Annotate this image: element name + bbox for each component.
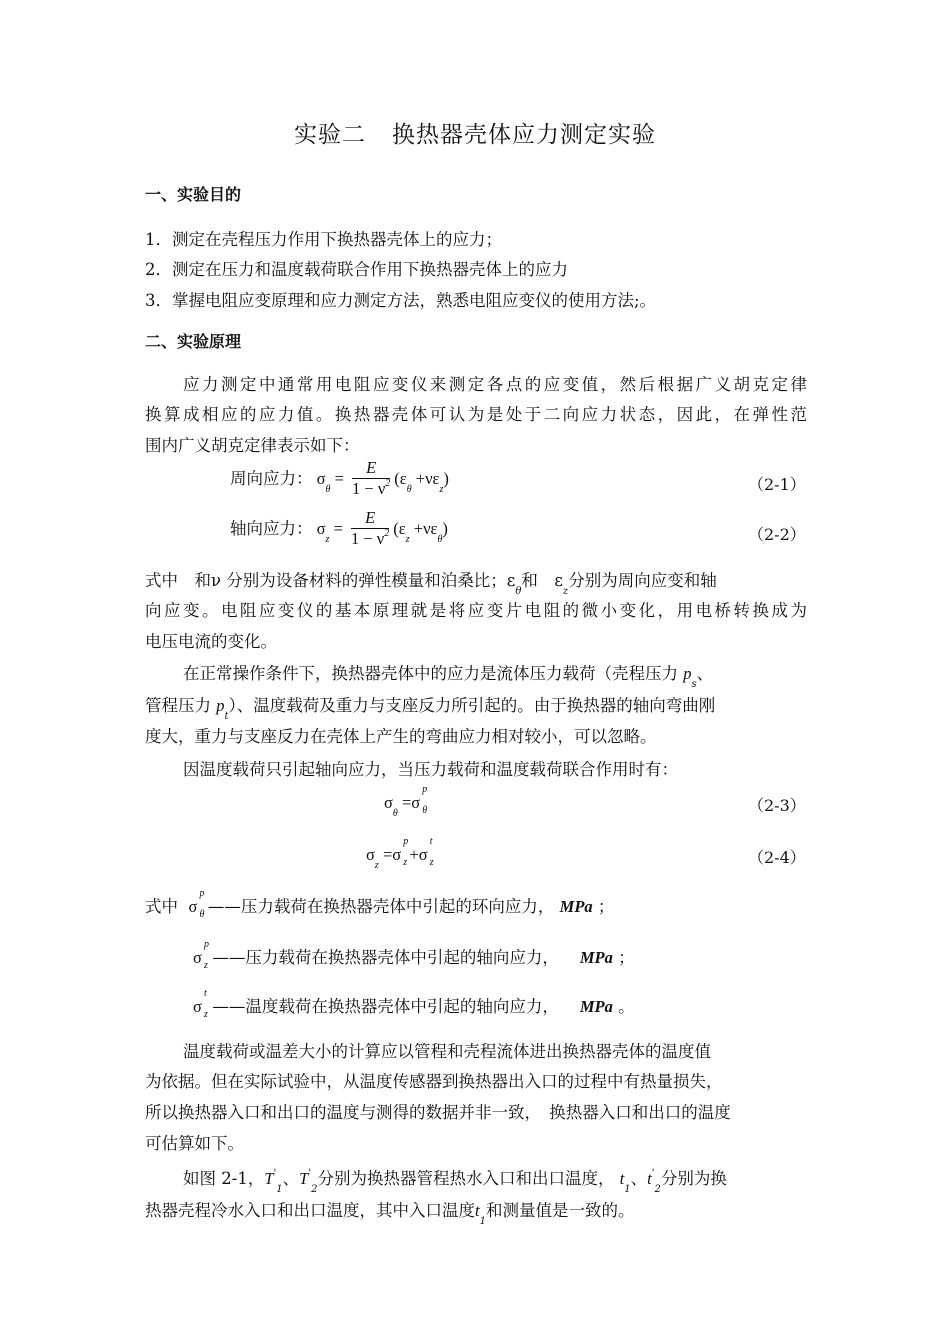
paragraph-line: 可估算如下。 — [145, 1134, 244, 1153]
paragraph-line: 在正常操作条件下，换热器壳体中的应力是流体压力载荷（壳程压力 $p_s$、 — [183, 664, 714, 690]
paragraph-line: 所以换热器入口和出口的温度与测得的数据并非一致， 换热器入口和出口的温度 — [145, 1103, 731, 1122]
paragraph-line: 管程压力 $p_t$）、温度载荷及重力与支座反力所引起的。由于换热器的轴向弯曲刚 — [145, 696, 716, 722]
paragraph-line: 为依据。但在实际试验中，从温度传感器到换热器出入口的过程中有热量损失， — [145, 1072, 723, 1091]
equation-number: （2-4） — [748, 848, 806, 867]
equation-number: （2-1） — [748, 475, 806, 494]
paragraph-line: 如图 2-1，$T'_1$、$T'_2$分别为换热器管程热水入口和出口温度， $t_1$、$t'_2$分别为换 — [183, 1168, 727, 1195]
equation-2-4: $\sigma_z =\sigma$ p z +σ t z — [366, 836, 434, 871]
equation-2-1: 周向应力： $\sigma_\theta$ = $\frac{E}{1 - \nu^2}$ $(\varepsilon_\theta +\nu\varepsilon_z)$ — [230, 458, 449, 498]
paragraph-line: 度大，重力与支座反力在壳体上产生的弯曲应力相对较小，可以忽略。 — [145, 727, 657, 746]
paragraph-line: 向应变。电阻应变仪的基本原理就是将应变片电阻的微小变化，用电桥转换成为 — [145, 601, 807, 620]
paragraph-line: 应力测定中通常用电阻应变仪来测定各点的应变值，然后根据广义胡克定律 — [183, 375, 807, 394]
definition-line: σ t z ——温度载荷在换热器壳体中引起的轴向应力， MPa 。 — [193, 988, 635, 1020]
paragraph-line: 热器壳程冷水入口和出口温度，其中入口温度$t_1$和测量值是一致的。 — [145, 1201, 635, 1227]
purpose-item-1: 1．测定在壳程压力作用下换热器壳体上的应力； — [145, 230, 502, 249]
paragraph-line: 因温度载荷只引起轴向应力，当压力载荷和温度载荷联合作用时有： — [183, 760, 678, 779]
definition-line: 式中 σ p θ ——压力载荷在换热器壳体中引起的环向应力， MPa ； — [145, 888, 615, 920]
page-title: 实验二 换热器壳体应力测定实验 — [294, 122, 656, 148]
definition-line: σ p z ——压力载荷在换热器壳体中引起的轴向应力， MPa ； — [193, 939, 635, 971]
equation-number: （2-2） — [748, 525, 806, 544]
equation-2-3: $\sigma_\theta =\sigma$ p θ — [384, 784, 428, 819]
paragraph-line: 围内广义胡克定律表示如下： — [145, 436, 360, 455]
section-heading-principle: 二、实验原理 — [145, 332, 242, 351]
equation-2-2: 轴向应力： $\sigma_z$ = $\frac{E}{1 - \nu^2}$ $(\varepsilon_z +\nu\varepsilon_\theta)$ — [230, 508, 448, 548]
equation-number: （2-3） — [748, 796, 806, 815]
paragraph-line: 换算成相应的应力值。换热器壳体可认为是处于二向应力状态，因此，在弹性范 — [145, 405, 807, 424]
purpose-item-2: 2．测定在压力和温度载荷联合作用下换热器壳体上的应力 — [145, 260, 568, 279]
paragraph-line: 电压电流的变化。 — [145, 632, 277, 651]
section-heading-purpose: 一、实验目的 — [145, 185, 242, 204]
paragraph-line: 温度载荷或温差大小的计算应以管程和壳程流体进出换热器壳体的温度值 — [183, 1042, 711, 1061]
purpose-item-3: 3．掌握电阻应变原理和应力测定方法，熟悉电阻应变仪的使用方法;。 — [145, 291, 657, 310]
paragraph-line: 式中 和ν 分别为设备材料的弹性模量和泊桑比；$\varepsilon_\theta$和 $\varepsilon_z$分别为周向应变和轴 — [145, 571, 717, 597]
